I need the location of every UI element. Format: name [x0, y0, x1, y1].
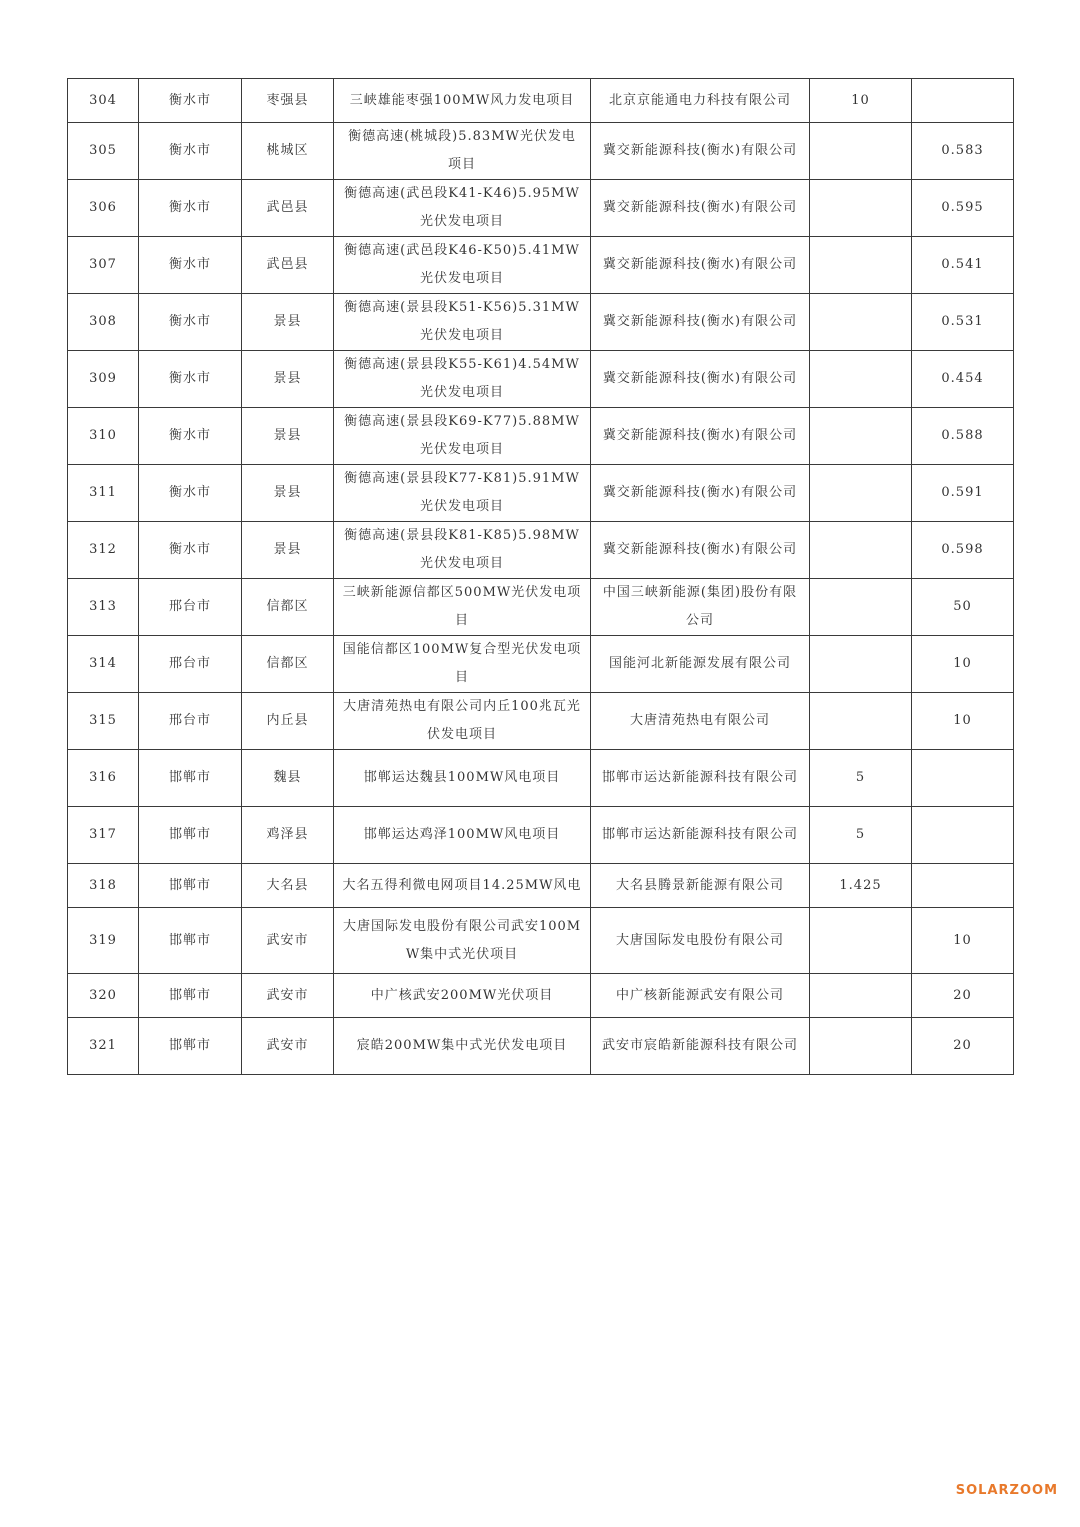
- project-name-cell: 衡德高速(桃城段)5.83MW光伏发电项目: [334, 123, 591, 180]
- city-cell: 邯郸市: [139, 974, 242, 1018]
- company-cell: 冀交新能源科技(衡水)有限公司: [591, 408, 810, 465]
- solar-capacity-cell: 0.588: [912, 408, 1014, 465]
- solar-capacity-cell: [912, 864, 1014, 908]
- project-name-cell: 中广核武安200MW光伏项目: [334, 974, 591, 1018]
- table-row: [68, 750, 1014, 807]
- city-cell: 邯郸市: [139, 807, 242, 864]
- wind-capacity-cell: [810, 1018, 912, 1075]
- table-row: [68, 79, 1014, 123]
- row-number-cell: 320: [68, 974, 139, 1018]
- company-cell: 大唐清苑热电有限公司: [591, 693, 810, 750]
- company-cell: 冀交新能源科技(衡水)有限公司: [591, 294, 810, 351]
- county-cell: 景县: [242, 351, 334, 408]
- row-number-cell: 305: [68, 123, 139, 180]
- row-number-cell: 321: [68, 1018, 139, 1075]
- solar-capacity-cell: 10: [912, 693, 1014, 750]
- city-cell: 衡水市: [139, 294, 242, 351]
- row-number-cell: 311: [68, 465, 139, 522]
- wind-capacity-cell: [810, 908, 912, 974]
- solar-capacity-cell: 0.531: [912, 294, 1014, 351]
- solar-capacity-cell: 0.454: [912, 351, 1014, 408]
- city-cell: 衡水市: [139, 351, 242, 408]
- county-cell: 景县: [242, 522, 334, 579]
- row-number-cell: 312: [68, 522, 139, 579]
- city-cell: 邯郸市: [139, 1018, 242, 1075]
- project-name-cell: 衡德高速(景县段K81-K85)5.98MW光伏发电项目: [334, 522, 591, 579]
- wind-capacity-cell: [810, 237, 912, 294]
- solar-capacity-cell: [912, 807, 1014, 864]
- city-cell: 邢台市: [139, 636, 242, 693]
- project-name-cell: 衡德高速(景县段K77-K81)5.91MW光伏发电项目: [334, 465, 591, 522]
- project-name-cell: 衡德高速(景县段K51-K56)5.31MW光伏发电项目: [334, 294, 591, 351]
- company-cell: 大名县腾景新能源有限公司: [591, 864, 810, 908]
- row-number-cell: 307: [68, 237, 139, 294]
- table-row: [68, 465, 1014, 522]
- wind-capacity-cell: [810, 579, 912, 636]
- county-cell: 鸡泽县: [242, 807, 334, 864]
- row-number-cell: 304: [68, 79, 139, 123]
- project-name-cell: 大唐国际发电股份有限公司武安100MW集中式光伏项目: [334, 908, 591, 974]
- wind-capacity-cell: [810, 636, 912, 693]
- wind-capacity-cell: 5: [810, 750, 912, 807]
- company-cell: 冀交新能源科技(衡水)有限公司: [591, 180, 810, 237]
- city-cell: 邢台市: [139, 693, 242, 750]
- table-row: [68, 351, 1014, 408]
- company-cell: 冀交新能源科技(衡水)有限公司: [591, 522, 810, 579]
- wind-capacity-cell: [810, 693, 912, 750]
- table-row: [68, 807, 1014, 864]
- table-row: [68, 693, 1014, 750]
- county-cell: 桃城区: [242, 123, 334, 180]
- city-cell: 邢台市: [139, 579, 242, 636]
- project-name-cell: 宸皓200MW集中式光伏发电项目: [334, 1018, 591, 1075]
- solar-capacity-cell: 0.583: [912, 123, 1014, 180]
- wind-capacity-cell: [810, 294, 912, 351]
- table-body: [68, 79, 1014, 1075]
- project-name-cell: 三峡雄能枣强100MW风力发电项目: [334, 79, 591, 123]
- solar-capacity-cell: 0.598: [912, 522, 1014, 579]
- row-number-cell: 310: [68, 408, 139, 465]
- row-number-cell: 308: [68, 294, 139, 351]
- city-cell: 邯郸市: [139, 908, 242, 974]
- city-cell: 衡水市: [139, 465, 242, 522]
- company-cell: 邯郸市运达新能源科技有限公司: [591, 807, 810, 864]
- county-cell: 武邑县: [242, 180, 334, 237]
- solar-capacity-cell: [912, 79, 1014, 123]
- wind-capacity-cell: [810, 465, 912, 522]
- table-row: [68, 908, 1014, 974]
- wind-capacity-cell: [810, 123, 912, 180]
- county-cell: 景县: [242, 465, 334, 522]
- table-row: [68, 579, 1014, 636]
- table-row: [68, 123, 1014, 180]
- county-cell: 内丘县: [242, 693, 334, 750]
- project-name-cell: 邯郸运达魏县100MW风电项目: [334, 750, 591, 807]
- solar-capacity-cell: 20: [912, 1018, 1014, 1075]
- table-row: [68, 522, 1014, 579]
- county-cell: 信都区: [242, 579, 334, 636]
- wind-capacity-cell: [810, 974, 912, 1018]
- row-number-cell: 313: [68, 579, 139, 636]
- solar-capacity-cell: 10: [912, 908, 1014, 974]
- table-row: [68, 294, 1014, 351]
- company-cell: 中国三峡新能源(集团)股份有限公司: [591, 579, 810, 636]
- wind-capacity-cell: [810, 522, 912, 579]
- county-cell: 武安市: [242, 1018, 334, 1075]
- county-cell: 武安市: [242, 974, 334, 1018]
- company-cell: 冀交新能源科技(衡水)有限公司: [591, 123, 810, 180]
- county-cell: 武邑县: [242, 237, 334, 294]
- city-cell: 邯郸市: [139, 864, 242, 908]
- city-cell: 衡水市: [139, 237, 242, 294]
- county-cell: 大名县: [242, 864, 334, 908]
- project-name-cell: 衡德高速(武邑段K41-K46)5.95MW光伏发电项目: [334, 180, 591, 237]
- city-cell: 衡水市: [139, 408, 242, 465]
- county-cell: 信都区: [242, 636, 334, 693]
- company-cell: 冀交新能源科技(衡水)有限公司: [591, 237, 810, 294]
- project-name-cell: 衡德高速(武邑段K46-K50)5.41MW光伏发电项目: [334, 237, 591, 294]
- city-cell: 衡水市: [139, 123, 242, 180]
- row-number-cell: 318: [68, 864, 139, 908]
- solar-capacity-cell: 0.595: [912, 180, 1014, 237]
- solar-capacity-cell: [912, 750, 1014, 807]
- company-cell: 中广核新能源武安有限公司: [591, 974, 810, 1018]
- company-cell: 武安市宸皓新能源科技有限公司: [591, 1018, 810, 1075]
- row-number-cell: 306: [68, 180, 139, 237]
- company-cell: 大唐国际发电股份有限公司: [591, 908, 810, 974]
- row-number-cell: 315: [68, 693, 139, 750]
- company-cell: 国能河北新能源发展有限公司: [591, 636, 810, 693]
- solar-capacity-cell: 0.541: [912, 237, 1014, 294]
- row-number-cell: 314: [68, 636, 139, 693]
- row-number-cell: 317: [68, 807, 139, 864]
- wind-capacity-cell: [810, 180, 912, 237]
- table-row: [68, 237, 1014, 294]
- table-row: [68, 864, 1014, 908]
- row-number-cell: 309: [68, 351, 139, 408]
- company-cell: 邯郸市运达新能源科技有限公司: [591, 750, 810, 807]
- city-cell: 衡水市: [139, 522, 242, 579]
- project-name-cell: 衡德高速(景县段K55-K61)4.54MW光伏发电项目: [334, 351, 591, 408]
- table-row: [68, 1018, 1014, 1075]
- table-row: [68, 408, 1014, 465]
- project-name-cell: 邯郸运达鸡泽100MW风电项目: [334, 807, 591, 864]
- wind-capacity-cell: 10: [810, 79, 912, 123]
- wind-capacity-cell: [810, 351, 912, 408]
- wind-capacity-cell: 1.425: [810, 864, 912, 908]
- table-row: [68, 180, 1014, 237]
- city-cell: 衡水市: [139, 180, 242, 237]
- county-cell: 武安市: [242, 908, 334, 974]
- county-cell: 魏县: [242, 750, 334, 807]
- row-number-cell: 319: [68, 908, 139, 974]
- solar-capacity-cell: 10: [912, 636, 1014, 693]
- company-cell: 北京京能通电力科技有限公司: [591, 79, 810, 123]
- solarzoom-watermark: SOLARZOOM: [955, 1483, 1058, 1498]
- county-cell: 景县: [242, 408, 334, 465]
- wind-capacity-cell: 5: [810, 807, 912, 864]
- project-table: [67, 78, 1014, 1075]
- city-cell: 衡水市: [139, 79, 242, 123]
- table-row: [68, 974, 1014, 1018]
- project-name-cell: 大名五得利微电网项目14.25MW风电: [334, 864, 591, 908]
- table-row: [68, 636, 1014, 693]
- solar-capacity-cell: 50: [912, 579, 1014, 636]
- project-name-cell: 大唐清苑热电有限公司内丘100兆瓦光伏发电项目: [334, 693, 591, 750]
- project-name-cell: 三峡新能源信都区500MW光伏发电项目: [334, 579, 591, 636]
- solar-capacity-cell: 20: [912, 974, 1014, 1018]
- project-name-cell: 国能信都区100MW复合型光伏发电项目: [334, 636, 591, 693]
- row-number-cell: 316: [68, 750, 139, 807]
- wind-capacity-cell: [810, 408, 912, 465]
- company-cell: 冀交新能源科技(衡水)有限公司: [591, 351, 810, 408]
- company-cell: 冀交新能源科技(衡水)有限公司: [591, 465, 810, 522]
- city-cell: 邯郸市: [139, 750, 242, 807]
- solar-capacity-cell: 0.591: [912, 465, 1014, 522]
- project-name-cell: 衡德高速(景县段K69-K77)5.88MW光伏发电项目: [334, 408, 591, 465]
- county-cell: 枣强县: [242, 79, 334, 123]
- county-cell: 景县: [242, 294, 334, 351]
